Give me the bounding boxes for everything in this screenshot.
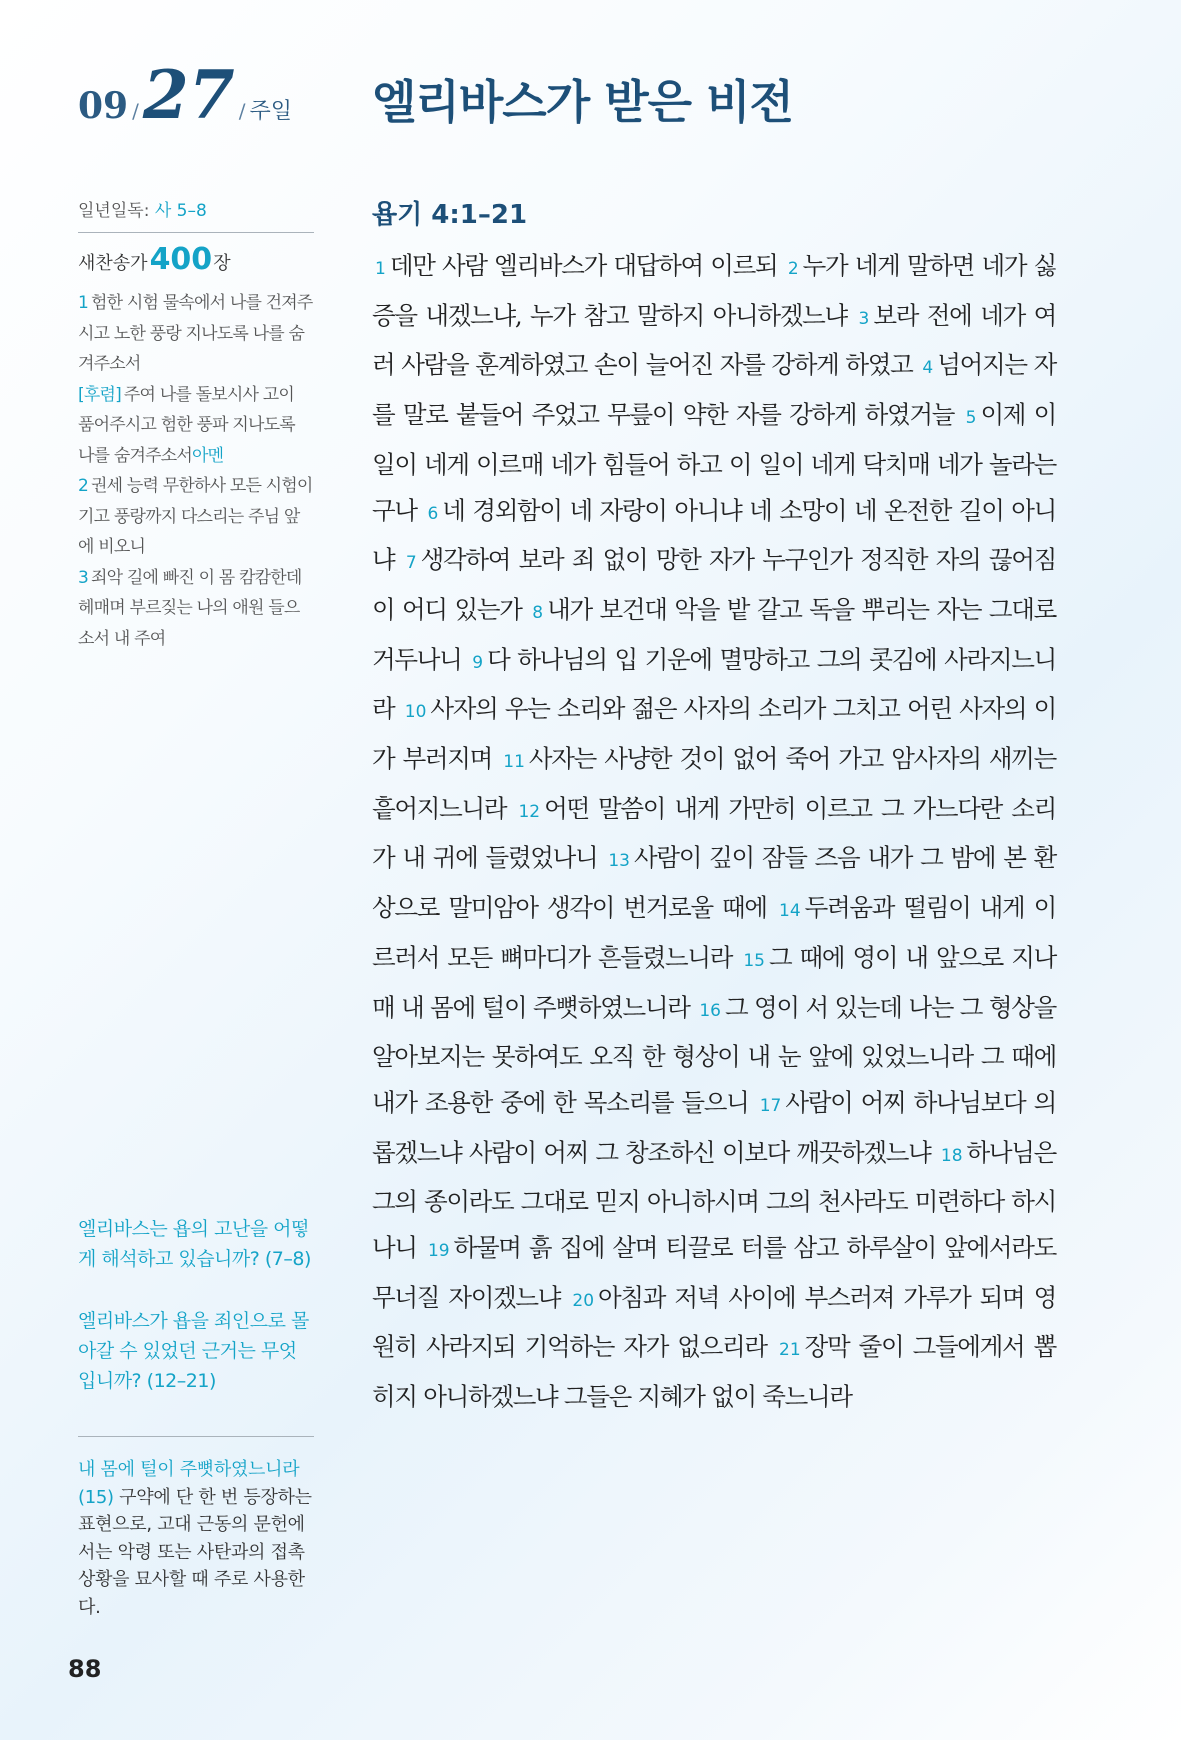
- verse-number: 10: [404, 702, 427, 723]
- verse-text: 어떤 말씀이 내게 가만히 이르고 그 가느다란 소리가 내 귀에 들렸었나니: [372, 793, 1056, 873]
- daily-reading: [78, 196, 314, 221]
- verse-text: 사람이 어찌 하나님보다 의롭겠느냐 사람이 어찌 그 창조하신 이보다 깨끗하겠느냐: [372, 1087, 1056, 1167]
- study-question: 엘리바스가 욥을 죄인으로 몰아갈 수 있었던 근거는 무엇입니까? (12–21): [78, 1310, 309, 1392]
- date-day: 27: [142, 56, 235, 134]
- stanza-number: 1: [78, 293, 89, 313]
- verse-text: 하물며 흙 집에 살며 티끌로 터를 삼고 하루살이 앞에서라도 무너질 자이겠느냐: [372, 1233, 1056, 1312]
- verse-text: 사자는 사냥한 것이 없어 죽어 가고 암사자의 새끼는 흩어지느니라: [372, 744, 1056, 823]
- verse-text: 데만 사람 엘리바스가 대답하여 이르되: [389, 251, 778, 280]
- verse-number: 21: [779, 1340, 801, 1361]
- date-header: [78, 56, 292, 134]
- verse-number: 14: [779, 901, 801, 922]
- page-title: 엘리바스가 받은 비전: [372, 75, 793, 129]
- stanza-text: 험한 시험 물속에서 나를 건져주시고 노한 풍랑 지나도록 나를 숨겨주소서: [78, 293, 313, 374]
- date-slash: /: [132, 99, 139, 123]
- verse-text: 두려움과 떨림이 내게 이르러서 모든 뼈마디가 흔들렸느니라: [372, 893, 1056, 972]
- hymn-heading: [78, 242, 314, 277]
- amen-text: 아멘: [191, 445, 224, 466]
- verse-number: 12: [518, 801, 541, 822]
- verse-text: 사람이 깊이 잠들 즈음 내가 그 밤에 본 환상으로 말미암아 생각이 번거로울 때에: [372, 843, 1056, 923]
- verse-text: 이제 이 일이 네게 이르매 네가 힘들어 하고 이 일이 네게 닥치매 네가 놀라는구나: [372, 400, 1056, 525]
- stanza-text: 죄악 길에 빠진 이 몸 캄캄한데 헤매며 부르짖는 나의 애원 들으소서 내 주여: [78, 567, 302, 649]
- divider: [78, 232, 314, 233]
- verse-number: 4: [922, 358, 934, 379]
- verse-number: 20: [572, 1290, 595, 1311]
- reading-label: 일년일독:: [78, 201, 150, 221]
- verse-text: 아침과 저녁 사이에 부스러져 가루가 되며 영원히 사라지되 기억하는 자가 없으리라: [372, 1282, 1056, 1362]
- stanza-text: 주여 나를 돌보시사 고이 품어주시고 험한 풍파 지나도록 나를 숨겨주소서: [78, 384, 295, 466]
- verse-number: 6: [427, 503, 439, 524]
- lyric-stanza: [78, 563, 314, 655]
- verse-number: 8: [532, 602, 544, 623]
- hymn-suffix: 장: [213, 253, 231, 274]
- date-weekday: 주일: [249, 99, 292, 124]
- passage-text: [372, 243, 1056, 1420]
- verse-text: 하나님은 그의 종이라도 그대로 믿지 아니하시며 그의 천사라도 미련하다 하시나니: [372, 1137, 1056, 1263]
- verse-number: 9: [472, 652, 484, 673]
- verse-number: 19: [427, 1241, 450, 1262]
- verse-number: 13: [608, 851, 630, 872]
- verse-number: 16: [699, 1000, 721, 1021]
- verse-text: 그 때에 영이 내 앞으로 지나매 내 몸에 털이 주뼛하였느니라: [372, 942, 1056, 1022]
- verse-text: 누가 네게 말하면 네가 싫증을 내겠느냐, 누가 참고 말하지 아니하겠느냐: [372, 251, 1056, 330]
- lyric-stanza: [78, 380, 314, 472]
- divider: [78, 1436, 314, 1437]
- lyric-stanza: [78, 288, 314, 380]
- verse-number: 11: [503, 752, 525, 773]
- stanza-number: 2: [78, 476, 89, 496]
- stanza-number: [후렴]: [78, 384, 121, 405]
- verse-text: 다 하나님의 입 기운에 멸망하고 그의 콧김에 사라지느니라: [372, 644, 1056, 724]
- passage-reference: 욥기 4:1–21: [372, 200, 528, 230]
- verse-number: 1: [375, 259, 386, 279]
- verse-number: 15: [743, 950, 765, 971]
- verse-text: 넘어지는 자를 말로 붙들어 주었고 무릎이 약한 자를 강하게 하였거늘: [372, 350, 1056, 430]
- verse-number: 5: [965, 408, 977, 429]
- verse-number: 2: [787, 259, 799, 279]
- date-slash: /: [238, 99, 246, 123]
- verse-text: 장막 줄이 그들에게서 뽑히지 아니하겠느냐 그들은 지혜가 없이 죽느니라: [372, 1332, 1056, 1412]
- hymn-number: 400: [149, 242, 213, 277]
- hymn-prefix: 새찬송가: [78, 253, 148, 274]
- stanza-number: 3: [78, 567, 89, 588]
- page-number: 88: [68, 1655, 102, 1683]
- verse-text: 네 경외함이 네 자랑이 아니냐 네 소망이 네 온전한 길이 아니냐: [372, 495, 1056, 575]
- verse-text: 그 영이 서 있는데 나는 그 형상을 알아보지는 못하여도 오직 한 형상이 내 눈 앞에 있었느니라 그 때에 내가 조용한 중에 한 목소리를 들으니: [372, 992, 1056, 1117]
- footnote: [78, 1456, 314, 1622]
- study-question: 엘리바스는 욥의 고난을 어떻게 해석하고 있습니까? (7–8): [78, 1218, 311, 1270]
- verse-number: 18: [940, 1145, 963, 1166]
- date-month: 09: [78, 85, 129, 127]
- footnote-text: 구약에 단 한 번 등장하는 표현으로, 고대 근동의 문헌에서는 악령 또는 사탄과의 접촉 상황을 묘사할 때 주로 사용한다.: [78, 1486, 312, 1618]
- reading-value: 사 5–8: [154, 201, 207, 221]
- verse-number: 7: [405, 553, 417, 574]
- lyric-stanza: [78, 471, 314, 563]
- stanza-text: 권세 능력 무한하사 모든 시험이기고 풍랑까지 다스리는 주님 앞에 비오니: [78, 476, 313, 557]
- hymn-lyrics: [78, 288, 314, 654]
- verse-text: 생각하여 보라 죄 없이 망한 자가 누구인가 정직한 자의 끊어짐이 어디 있는가: [372, 545, 1056, 624]
- footnote-highlight: 내 몸에 털이 주뼛하였느니라 (15): [78, 1459, 300, 1508]
- verse-text: 보라 전에 네가 여러 사람을 훈계하였고 손이 늘어진 자를 강하게 하였고: [372, 300, 1056, 380]
- verse-text: 사자의 우는 소리와 젊은 사자의 소리가 그치고 어린 사자의 이가 부러지며: [372, 694, 1056, 774]
- verse-number: 3: [858, 308, 870, 329]
- verse-number: 17: [759, 1095, 782, 1116]
- verse-text: 내가 보건대 악을 밭 갈고 독을 뿌리는 자는 그대로 거두나니: [372, 594, 1056, 674]
